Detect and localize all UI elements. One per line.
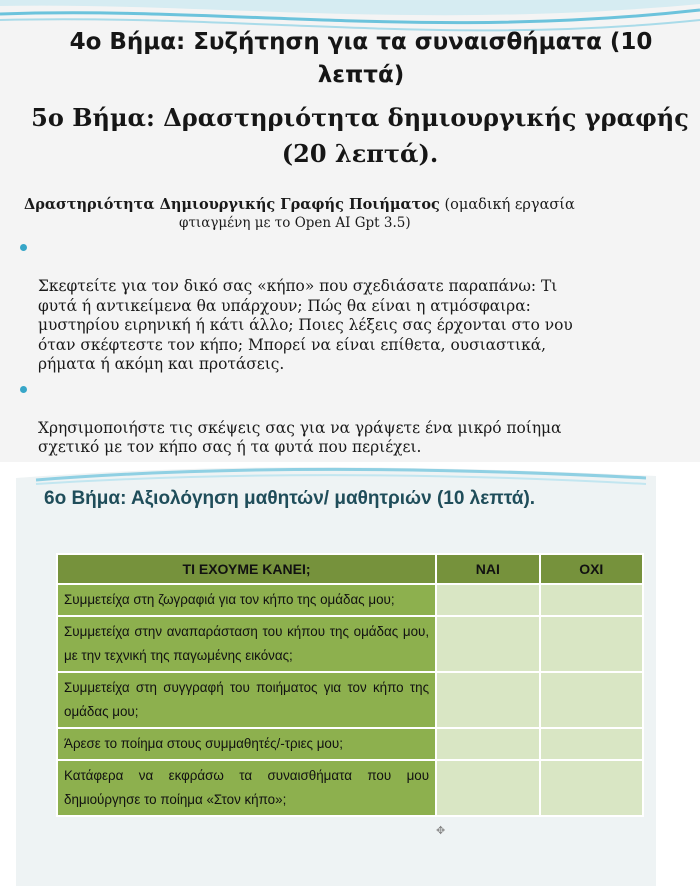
row-statement: Συμμετείχα στην αναπαράσταση του κήπου της ομάδας μου, με την τεχνική της παγωμένης εικόνας; [57,616,436,672]
list-item [20,238,700,375]
step4-heading [16,26,700,92]
activity-note-line1: (ομαδική εργασία [444,197,575,213]
table-row [57,760,643,816]
step4-heading-line1: 4ο Βήμα: Συζήτηση για τα συναισθήματα (10 [69,29,653,55]
activity-note-line2: φτιαγμένη με το Open AI Gpt 3.5) [179,215,411,231]
row-statement: Κατάφερα να εκφράσω τα συναισθήματα που μου δημιούργησε το ποίημα «Στον κήπο»; [57,760,436,816]
no-cell[interactable] [540,616,643,672]
yes-cell[interactable] [436,728,539,760]
list-item-text: Χρησιμοποιήστε τις σκέψεις σας για να γράψετε ένα μικρό ποίημα σχετικό με τον κήπο σας ή τα φυτά που περιέχει. [38,418,562,456]
activity-subtitle [24,196,700,232]
step4-heading-line2: λεπτά) [317,62,405,88]
slide-2 [16,462,656,886]
activity-title: Δραστηριότητα Δημιουργικής Γραφής Ποιήματος [24,196,440,213]
yes-cell[interactable] [436,672,539,728]
header-no: ΟΧΙ [540,554,643,584]
yes-cell[interactable] [436,584,539,616]
step5-heading [0,100,700,172]
list-item-text: Σκεφτείτε για τον δικό σας «κήπο» που σχεδιάσατε παραπάνω: Τι φυτά ή αντικείμενα θα υπάρχουν; Πώς θα είναι η ατμόσφαιρα: μυστηρίου ειρηνική ή κάτι άλλο; Ποιες λέξεις σας έρχονται στο νου όταν σκέφτεστε τον κήπο; Μπορεί να είναι επίθετα, ουσιαστικά, ρήματα ή ακόμη και προτάσεις. [38,277,573,373]
header-yes: ΝΑΙ [436,554,539,584]
table-row [57,728,643,760]
table-row [57,616,643,672]
step5-heading-line2: (20 λεπτά). [281,139,439,168]
step5-heading-line1: 5ο Βήμα: Δραστηριότητα δημιουργικής γραφής [31,103,689,132]
bullet-icon [20,386,27,393]
no-cell[interactable] [540,672,643,728]
table-row [57,584,643,616]
table-header-row [57,554,643,584]
yes-cell[interactable] [436,616,539,672]
table-row [57,672,643,728]
no-cell[interactable] [540,760,643,816]
header-what-we-did: ΤΙ ΕΧΟΥΜΕ ΚΑΝΕΙ; [57,554,436,584]
row-statement: Άρεσε το ποίημα στους συμμαθητές/-τριες μου; [57,728,436,760]
step6-heading: 6ο Βήμα: Αξιολόγηση μαθητών/ μαθητριών (10 λεπτά). [44,488,536,509]
list-item [20,380,700,458]
evaluation-table [56,553,644,817]
bullet-icon [20,244,27,251]
mouse-cursor-icon: ✥ [436,825,446,837]
yes-cell[interactable] [436,760,539,816]
row-statement: Συμμετείχα στη συγγραφή του ποιήματος για τον κήπο της ομάδας μου; [57,672,436,728]
no-cell[interactable] [540,584,643,616]
instruction-list [20,238,700,462]
no-cell[interactable] [540,728,643,760]
row-statement: Συμμετείχα στη ζωγραφιά για τον κήπο της ομάδας μου; [57,584,436,616]
